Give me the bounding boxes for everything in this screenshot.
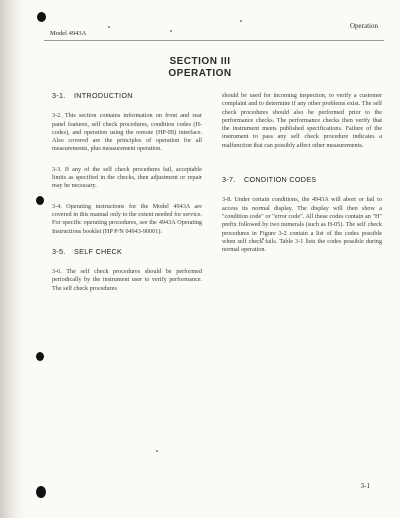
scan-speck bbox=[240, 20, 242, 22]
heading-introduction bbox=[52, 92, 202, 100]
heading-self-check bbox=[52, 248, 202, 256]
heading-text: CONDITION CODES bbox=[244, 175, 317, 185]
heading-condition-codes bbox=[222, 176, 382, 184]
paragraph-3-2: 3-2. This section contains information on front and rear panel features, self check procedures, condition codes (H-codes), and operation using the remote (HP-IB) interface. Also covered are the principles of operation for all measurements, plus measurement operation. bbox=[52, 112, 202, 153]
heading-number: 3-1. bbox=[52, 91, 66, 100]
heading-text: INTRODUCTION bbox=[74, 91, 133, 100]
paragraph-3-6: 3-6. The self check procedures should be performed periodically by the instrument user to verify performance. The self check procedures bbox=[52, 268, 202, 292]
scan-speck bbox=[108, 26, 110, 28]
binder-hole-bottom bbox=[36, 486, 46, 498]
right-column bbox=[222, 92, 382, 266]
scan-speck bbox=[156, 450, 158, 452]
heading-text: SELF CHECK bbox=[74, 246, 123, 256]
binder-hole-middle bbox=[36, 196, 44, 205]
heading-number: 3-5. bbox=[52, 246, 66, 256]
binder-hole-top bbox=[37, 12, 46, 22]
header-model: Model 4943A bbox=[50, 30, 87, 37]
left-column bbox=[52, 92, 202, 305]
header-section-name: Operation bbox=[350, 22, 378, 30]
binder-hole-lower bbox=[36, 352, 44, 361]
section-number: SECTION III bbox=[169, 56, 231, 67]
paragraph-3-8: 3-8. Under certain conditions, the 4943A will abort or fail to access its normal display. The display will then show a "condition code" or "error code". All these codes contain an "H" prefix followed by two numerals (such as H-05). The self check procedures in Figure 3-2 contain a list of the codes possible when self check fails. Table 3-1 lists the codes possible during normal operation. bbox=[222, 196, 382, 254]
page-number: 3-1 bbox=[360, 482, 370, 490]
scan-speck bbox=[170, 30, 172, 32]
header-rule bbox=[44, 40, 384, 41]
paragraph-3-3: 3-3. If any of the self check procedures fail, acceptable limits as specified in the checks, then adjustment or repair may be necessary. bbox=[52, 165, 202, 190]
section-title: OPERATION bbox=[168, 68, 232, 79]
paragraph-continued: should be used for incoming inspection, to verify a customer complaint and to determine if any other problems exist. The self check procedures should also be performed prior to the performance checks. The performance checks then verify that the instrument meets published specifications. Failure of the instrument to pass any self check procedure indicates a malfunction that can possibly affect other measurements. bbox=[222, 92, 382, 149]
heading-number: 3-7. bbox=[222, 175, 236, 185]
paragraph-3-4: 3-4. Operating instructions for the Model 4943A are covered in this manual only to the extent needed for service. For specific operating procedures, see the 4943A Operating Instructions booklet (HP P/N 04943-90001). bbox=[52, 202, 202, 235]
